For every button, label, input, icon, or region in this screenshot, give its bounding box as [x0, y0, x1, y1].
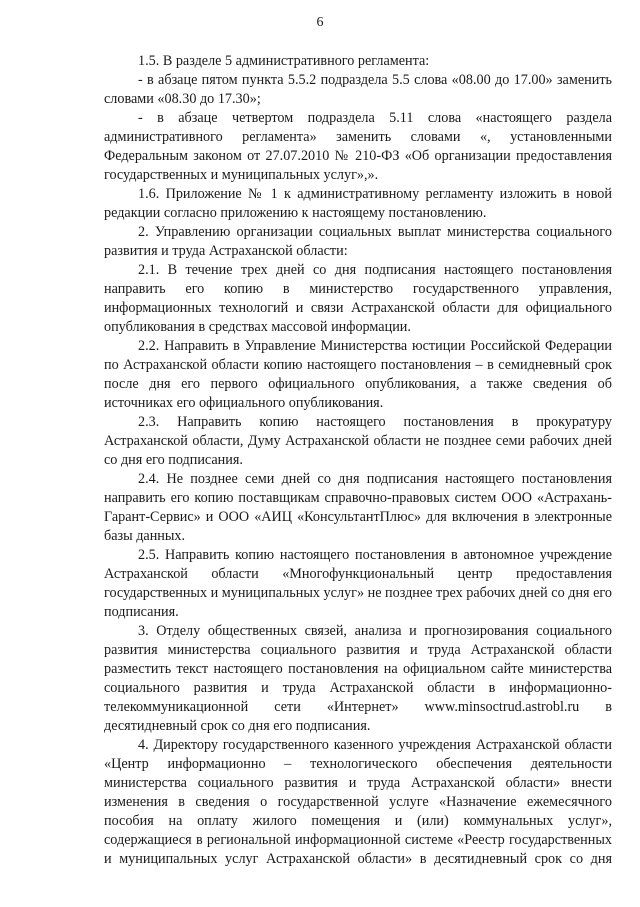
- paragraph-2-2: 2.2. Направить в Управление Министерства юстиции Российской Федерации по Астраханской области копию настоящего постановления – в семидневный срок после дня его первого официального опубликования, а также сведения об источниках его официального опубликования.: [104, 338, 612, 411]
- paragraph-1-5-item-a: - в абзаце пятом пункта 5.5.2 подраздела 5.5 слова «08.00 до 17.00» заменить словами «08.30 до 17.30»;: [104, 72, 612, 107]
- paragraph-2: 2. Управлению организации социальных выплат министерства социального развития и труда Астраханской области:: [104, 224, 612, 259]
- paragraph-1-6: 1.6. Приложение № 1 к административному регламенту изложить в новой редакции согласно приложению к настоящему постановлению.: [104, 186, 612, 221]
- paragraph-2-3: 2.3. Направить копию настоящего постановления в прокуратуру Астраханской области, Думу Астраханской области не позднее семи рабочих дней со дня его подписания.: [104, 414, 612, 468]
- paragraph-4: 4. Директору государственного казенного учреждения Астраханской области «Центр информационно – технологического обеспечения деятельности министерства социального развития и труда Астраханской области» внести изменения в сведения о государственной услуге «Назначение ежемесячного пособия на оплату жилого помещения и (или) коммунальных услуг», содержащиеся в региональной информационной системе «Реестр государственных и муниципальных услуг Астраханской области» в десятидневный срок со дня: [104, 737, 612, 867]
- paragraph-2-1: 2.1. В течение трех дней со дня подписания настоящего постановления направить его копию в министерство государственного управления, информационных технологий и связи Астраханской области для официального опубликования в средствах массовой информации.: [104, 262, 612, 335]
- document-body: [104, 52, 612, 907]
- paragraph-1-5: 1.5. В разделе 5 административного регламента:: [138, 53, 430, 69]
- page-bottom-margin: [0, 870, 640, 905]
- paragraph-1-5-item-b: - в абзаце четвертом подраздела 5.11 слова «настоящего раздела административного регламента» заменить словами «, установленными Федеральным законом от 27.07.2010 № 210-ФЗ «Об организации предоставления государственных и муниципальных услуг»,».: [104, 110, 612, 183]
- page-number: 6: [316, 15, 324, 30]
- paragraph-2-4: 2.4. Не позднее семи дней со дня подписания настоящего постановления направить его копию поставщикам справочно-правовых систем ООО «Астрахань-Гарант-Сервис» и ООО «АИЦ «КонсультантПлюс» для включения в электронные базы данных.: [104, 471, 612, 544]
- paragraph-3: 3. Отделу общественных связей, анализа и прогнозирования социального развития министерства социального развития и труда Астраханской области разместить текст настоящего постановления на официальном сайте министерства социального развития и труда Астраханской области в информационно-телекоммуникационной сети «Интернет» www.minsoctrud.astrobl.ru в десятидневный срок со дня его подписания.: [104, 623, 612, 734]
- paragraph-2-5: 2.5. Направить копию настоящего постановления в автономное учреждение Астраханской области «Многофункциональный центр предоставления государственных и муниципальных услуг» не позднее трех рабочих дней со дня его подписания.: [104, 547, 612, 620]
